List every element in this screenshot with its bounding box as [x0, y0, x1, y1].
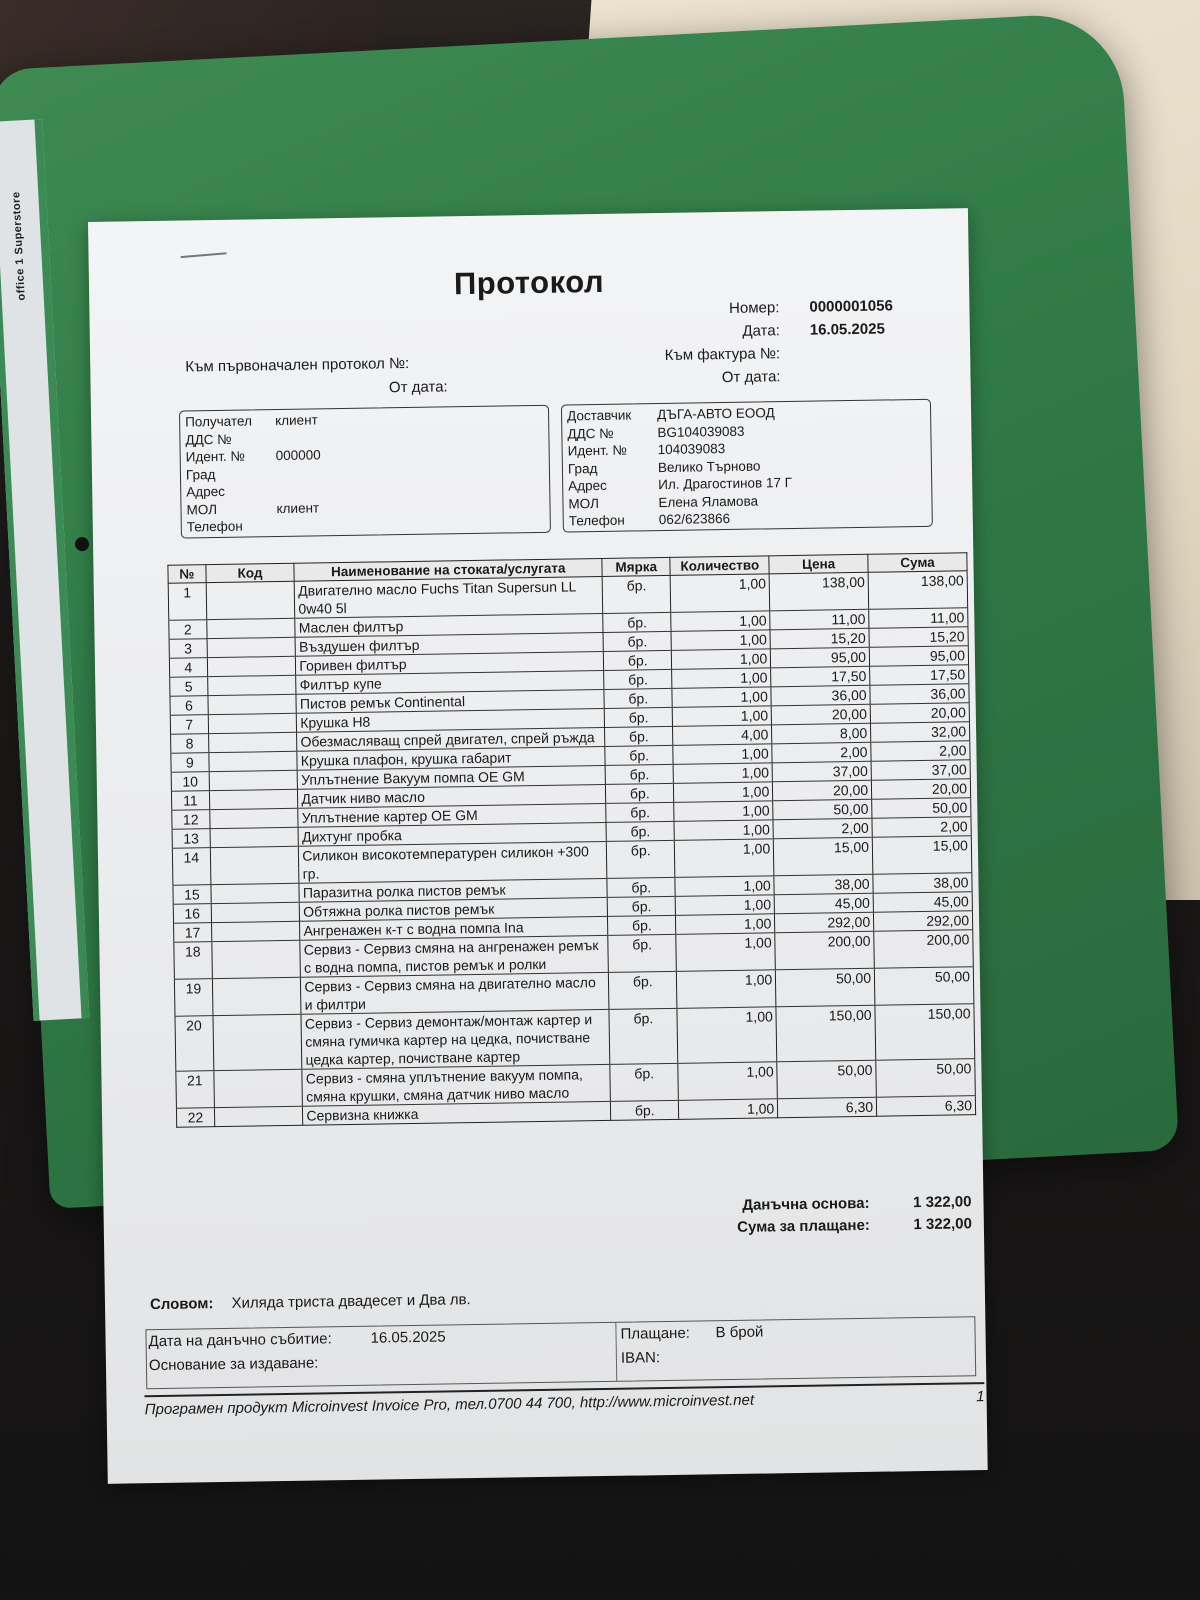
amount-due-value: 1 322,00 — [913, 1215, 972, 1234]
row-number: 22 — [176, 1108, 214, 1128]
row-sum: 2,00 — [871, 741, 970, 762]
row-sum: 15,00 — [872, 836, 971, 875]
row-unit: бр. — [606, 840, 675, 878]
row-number: 20 — [175, 1016, 214, 1072]
meta-invoice-no: Към фактура №: — [664, 345, 781, 364]
row-unit: бр. — [603, 631, 672, 651]
payment-info-box — [145, 1316, 976, 1389]
row-unit: бр. — [606, 802, 675, 822]
col-name: Наименование на стоката/услугата — [294, 558, 602, 581]
row-sum: 37,00 — [871, 760, 970, 781]
row-unit: бр. — [610, 1063, 679, 1101]
iban-row: IBAN: — [620, 1349, 661, 1367]
row-qty: 1,00 — [675, 876, 774, 897]
row-qty: 1,00 — [678, 1062, 777, 1101]
document-meta-left — [185, 354, 448, 406]
row-unit: бр. — [604, 669, 673, 689]
col-unit: Мярка — [602, 557, 671, 576]
row-name: Ангренажен к-т с водна помпа Ina — [300, 916, 608, 940]
row-price: 200,00 — [775, 931, 874, 970]
row-unit: бр. — [607, 877, 676, 897]
row-sum: 50,00 — [872, 798, 971, 819]
row-number: 21 — [176, 1071, 214, 1109]
items-body — [168, 571, 975, 1127]
issue-basis-row: Основание за издаване: — [148, 1354, 319, 1375]
row-price: 36,00 — [771, 685, 870, 706]
row-name: Пистов ремък Continental — [296, 689, 604, 713]
row-qty: 1,00 — [673, 706, 772, 727]
supplier-row: МОЛ Елена Яламова — [568, 493, 759, 511]
row-name: Маслен филтър — [295, 613, 603, 637]
row-sum: 17,50 — [870, 665, 969, 686]
tax-event-date-row: Дата на данъчно събитие: 16.05.2025 — [148, 1328, 446, 1351]
row-code — [211, 921, 300, 941]
col-sum: Сума — [868, 553, 967, 573]
row-number: 14 — [172, 848, 210, 886]
row-name: Обезмасляващ спрей двигател, спрей ръжда — [297, 727, 605, 751]
row-qty: 1,00 — [677, 1007, 777, 1064]
meta-number: Номер: 0000001056 — [609, 297, 909, 325]
tax-base-row: Данъчна основа: 1 322,00 — [737, 1193, 972, 1219]
row-name: Паразитна ролка пистов ремък — [299, 878, 607, 902]
row-qty: 1,00 — [674, 820, 773, 841]
row-price: 45,00 — [774, 893, 873, 914]
col-code: Код — [206, 563, 295, 582]
document-title: Протокол — [453, 263, 605, 302]
row-unit: бр. — [605, 745, 674, 765]
row-sum: 50,00 — [876, 1059, 975, 1098]
row-qty: 1,00 — [676, 914, 775, 935]
row-qty: 1,00 — [671, 611, 770, 632]
row-price: 38,00 — [774, 874, 873, 895]
row-number: 16 — [173, 904, 211, 924]
row-number: 7 — [170, 715, 208, 735]
row-number: 6 — [170, 696, 208, 716]
row-qty: 1,00 — [673, 744, 772, 765]
row-code — [211, 883, 300, 903]
row-code — [209, 808, 298, 828]
row-code — [208, 694, 297, 714]
row-name: Датчик ниво масло — [298, 784, 606, 808]
recipient-box — [179, 405, 551, 539]
row-price: 292,00 — [775, 912, 874, 933]
recipient-row: Град — [185, 466, 216, 482]
row-price: 20,00 — [773, 780, 872, 801]
row-price: 150,00 — [776, 1005, 876, 1062]
row-number: 19 — [174, 979, 212, 1017]
recipient-row: Идент. № 000000 — [185, 447, 321, 465]
row-name: Филтър купе — [296, 670, 604, 694]
row-name: Сервиз - Сервиз демонтаж/монтаж картер и смяна гумичка картер на цедка, почистване цедка картер, почистване картер — [301, 1009, 610, 1069]
row-qty: 1,00 — [671, 630, 770, 651]
row-qty: 1,00 — [672, 668, 771, 689]
row-code — [209, 789, 298, 809]
row-price: 15,00 — [774, 837, 873, 876]
recipient-row: ДДС № — [185, 431, 232, 447]
row-sum: 36,00 — [870, 684, 969, 705]
row-number: 13 — [172, 829, 210, 849]
meta-original-date: От дата: — [388, 378, 448, 397]
row-sum: 38,00 — [873, 873, 972, 894]
row-sum: 45,00 — [873, 892, 972, 913]
row-sum: 20,00 — [870, 703, 969, 724]
row-sum: 20,00 — [871, 779, 970, 800]
totals-block — [737, 1193, 972, 1241]
row-name: Уплътнение Вакуум помпа OE GM — [297, 765, 605, 789]
recipient-row: МОЛ клиент — [186, 499, 320, 517]
row-code — [207, 675, 296, 695]
row-unit: бр. — [602, 575, 671, 613]
pen-mark — [181, 252, 227, 258]
row-sum: 2,00 — [872, 817, 971, 838]
row-code — [206, 581, 295, 619]
row-unit: бр. — [607, 896, 676, 916]
supplier-row: Доставчик ДЪГА-АВТО ЕООД — [566, 405, 775, 424]
row-name: Въздушен филтър — [295, 632, 603, 656]
row-code — [207, 656, 296, 676]
row-code — [206, 618, 295, 638]
row-qty: 1,00 — [677, 970, 776, 1009]
row-sum: 50,00 — [874, 967, 973, 1006]
row-unit: бр. — [604, 707, 673, 727]
software-credit: Програмен продукт Microinvest Invoice Pro, тел.0700 44 700, http://www.microinvest.net — [144, 1391, 755, 1419]
row-price: 138,00 — [769, 572, 868, 611]
row-price: 6,30 — [778, 1097, 877, 1118]
row-qty: 1,00 — [679, 1099, 778, 1120]
row-sum: 32,00 — [871, 722, 970, 743]
supplier-box — [561, 399, 933, 533]
row-name: Крушка плафон, крушка габарит — [297, 746, 605, 770]
supplier-row: Адрес Ил. Драгостинов 17 Г — [568, 474, 793, 494]
supplier-row: Идент. № 104039083 — [567, 441, 726, 459]
row-code — [212, 940, 301, 978]
row-unit: бр. — [608, 971, 677, 1009]
meta-date: Дата: 16.05.2025 — [610, 320, 910, 348]
recipient-row: Адрес — [186, 483, 226, 500]
row-unit: бр. — [606, 821, 675, 841]
row-name: Сервиз - смяна уплътнение вакуум помпа, смяна крушки, смяна датчик ниво масло — [302, 1064, 610, 1106]
amount-due-row: Сума за плащане: 1 322,00 — [737, 1215, 972, 1241]
row-code — [208, 713, 297, 733]
col-qty: Количество — [670, 556, 769, 576]
row-code — [208, 732, 297, 752]
row-code — [210, 846, 299, 884]
row-price: 2,00 — [772, 742, 871, 763]
row-price: 2,00 — [773, 818, 872, 839]
row-name: Двигателно масло Fuchs Titan Supersun LL 0w40 5l — [295, 576, 603, 618]
row-number: 12 — [172, 810, 210, 830]
row-number: 10 — [171, 772, 209, 792]
row-unit: бр. — [603, 650, 672, 670]
row-price: 17,50 — [771, 666, 870, 687]
row-name: Сервизна книжка — [303, 1101, 611, 1125]
row-unit: бр. — [603, 612, 672, 632]
row-code — [211, 902, 300, 922]
row-sum: 292,00 — [874, 911, 973, 932]
row-price: 50,00 — [773, 799, 872, 820]
row-sum: 138,00 — [868, 571, 967, 610]
row-price: 11,00 — [770, 609, 869, 630]
row-unit: бр. — [608, 934, 677, 972]
meta-original-protocol: Към първоначален протокол №: — [185, 354, 410, 376]
amount-in-words: Словом: Хиляда триста двадесет и Два лв. — [149, 1291, 471, 1314]
items-table — [167, 552, 976, 1127]
row-unit: бр. — [609, 1008, 678, 1064]
row-unit: бр. — [606, 783, 675, 803]
row-number: 1 — [168, 583, 206, 621]
row-name: Дихтунг пробка — [298, 822, 606, 846]
page-number: 1 — [976, 1388, 985, 1406]
supplier-row: Град Велико Търново — [567, 457, 761, 476]
row-price: 50,00 — [776, 968, 875, 1007]
col-no: № — [168, 565, 206, 584]
row-price: 50,00 — [777, 1060, 876, 1099]
row-sum: 15,20 — [869, 627, 968, 648]
row-qty: 1,00 — [671, 574, 770, 613]
row-sum: 6,30 — [876, 1096, 975, 1117]
row-code — [212, 977, 301, 1015]
row-name: Уплътнение картер OE GM — [298, 803, 606, 827]
row-name: Горивен филтър — [296, 651, 604, 675]
row-sum: 150,00 — [875, 1004, 975, 1061]
row-price: 20,00 — [771, 704, 870, 725]
recipient-row: Получател клиент — [185, 412, 318, 430]
document-date: 16.05.2025 — [809, 320, 885, 339]
row-unit: бр. — [608, 915, 677, 935]
document-number: 0000001056 — [809, 297, 893, 316]
row-code — [209, 770, 298, 790]
row-code — [207, 637, 296, 657]
row-number: 2 — [169, 620, 207, 640]
recipient-row: Телефон — [186, 518, 243, 535]
row-name: Крушка H8 — [297, 708, 605, 732]
row-qty: 1,00 — [673, 763, 772, 784]
row-code — [210, 827, 299, 847]
row-code — [209, 751, 298, 771]
row-qty: 1,00 — [676, 895, 775, 916]
row-name: Сервиз - Сервиз смяна на двигателно масло и филтри — [301, 972, 609, 1014]
row-qty: 1,00 — [672, 649, 771, 670]
row-unit: бр. — [611, 1100, 680, 1120]
folder-brand-label: office 1 Superstore — [10, 191, 28, 301]
row-qty: 1,00 — [676, 933, 775, 972]
protocol-document — [88, 208, 988, 1484]
row-number: 5 — [170, 677, 208, 697]
row-number: 18 — [174, 942, 212, 980]
row-unit: бр. — [605, 726, 674, 746]
row-number: 3 — [169, 639, 207, 659]
row-code — [214, 1069, 303, 1107]
row-unit: бр. — [605, 764, 674, 784]
row-sum: 11,00 — [869, 608, 968, 629]
row-number: 15 — [173, 885, 211, 905]
row-name: Обтяжна ролка пистов ремък — [300, 897, 608, 921]
row-sum: 200,00 — [874, 930, 973, 969]
row-name: Сервиз - Сервиз смяна на ангренажен ремък с водна помпа, пистов ремък и ролки — [300, 935, 608, 977]
row-number: 9 — [171, 753, 209, 773]
col-price: Цена — [769, 554, 868, 574]
row-number: 17 — [174, 923, 212, 943]
meta-invoice-date: От дата: — [721, 368, 781, 387]
row-code — [214, 1106, 303, 1126]
row-sum: 95,00 — [869, 646, 968, 667]
row-number: 11 — [171, 791, 209, 811]
row-price: 15,20 — [770, 628, 869, 649]
payment-method-row: Плащане: В брой — [620, 1323, 764, 1343]
row-qty: 1,00 — [675, 839, 774, 878]
row-qty: 4,00 — [673, 725, 772, 746]
row-price: 8,00 — [772, 723, 871, 744]
row-number: 8 — [171, 734, 209, 754]
row-price: 95,00 — [771, 647, 870, 668]
tax-base-value: 1 322,00 — [912, 1193, 972, 1212]
row-unit: бр. — [604, 688, 673, 708]
row-name: Силикон високотемпературен силикон +300 гр. — [299, 841, 607, 883]
supplier-row: Телефон 062/623866 — [568, 510, 731, 529]
row-qty: 1,00 — [674, 782, 773, 803]
row-qty: 1,00 — [672, 687, 771, 708]
row-price: 37,00 — [772, 761, 871, 782]
supplier-row: ДДС № BG104039083 — [567, 423, 745, 441]
row-qty: 1,00 — [674, 801, 773, 822]
document-meta-right — [609, 297, 910, 394]
row-code — [213, 1014, 303, 1070]
row-number: 4 — [169, 658, 207, 678]
